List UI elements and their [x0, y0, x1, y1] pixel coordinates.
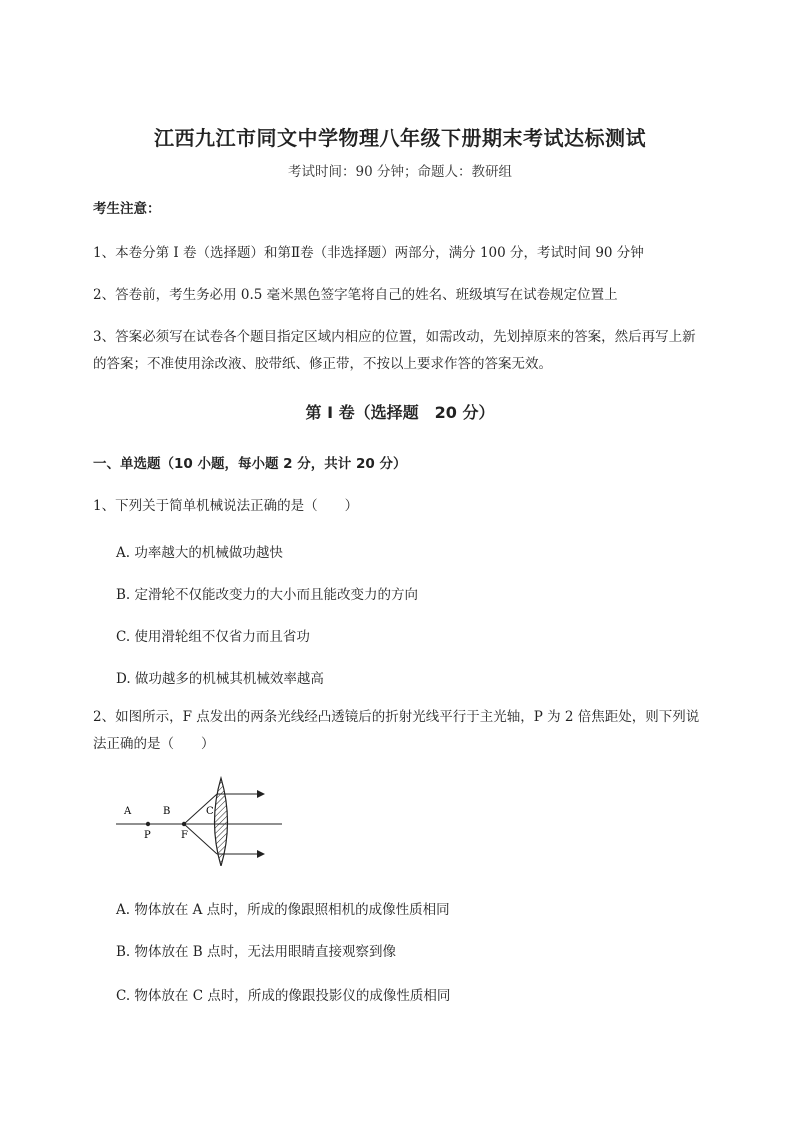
label-b: B [163, 806, 171, 817]
page-title: 江西九江市同文中学物理八年级下册期末考试达标测试 [154, 126, 646, 150]
notice-item-2: 2、答卷前，考生务必用 0.5 毫米黑色签字笔将自己的姓名、班级填写在试卷规定位置上 [93, 287, 618, 303]
question-1-stem: 1、下列关于简单机械说法正确的是（ ） [93, 498, 359, 514]
exam-info: 考试时间：90 分钟；命题人：教研组 [288, 164, 512, 180]
question-2-option-b: B. 物体放在 B 点时，无法用眼睛直接观察到像 [116, 944, 397, 960]
question-2-option-a: A. 物体放在 A 点时，所成的像跟照相机的成像性质相同 [116, 902, 450, 918]
notice-item-3-cont: 的答案；不准使用涂改液、胶带纸、修正带，不按以上要求作答的答案无效。 [93, 356, 552, 372]
question-1-option-b: B. 定滑轮不仅能改变力的大小而且能改变力的方向 [116, 587, 419, 603]
incident-ray-lower [184, 824, 217, 854]
point-p [146, 822, 150, 826]
question-2-stem: 2、如图所示，F 点发出的两条光线经凸透镜后的折射光线平行于主光轴，P 为 2 倍焦距处，则下列说 [93, 709, 700, 725]
question-1-option-c: C. 使用滑轮组不仅省力而且省功 [116, 629, 310, 645]
label-f: F [181, 830, 188, 841]
notice-item-3: 3、答案必须写在试卷各个题目指定区域内相应的位置，如需改动，先划掉原来的答案，然后再写上新 [93, 329, 696, 345]
question-2-stem-cont: 法正确的是（ ） [93, 736, 215, 752]
question-2-option-c: C. 物体放在 C 点时，所成的像跟投影仪的成像性质相同 [116, 988, 451, 1004]
question-1-option-a: A. 功率越大的机械做功越快 [116, 545, 283, 561]
label-a: A [124, 806, 132, 817]
label-p: P [144, 830, 151, 841]
section-title: 第 I 卷（选择题 20 分） [305, 403, 495, 422]
convex-lens-diagram [114, 776, 284, 866]
question-1-option-d: D. 做功越多的机械其机械效率越高 [116, 671, 324, 687]
label-c: C [206, 806, 214, 817]
part-heading: 一、单选题（10 小题，每小题 2 分，共计 20 分） [93, 456, 407, 472]
notice-item-1: 1、本卷分第 I 卷（选择题）和第Ⅱ卷（非选择题）两部分，满分 100 分，考试时间 90 分钟 [93, 245, 644, 261]
notice-heading: 考生注意： [93, 201, 161, 217]
point-f [182, 822, 186, 826]
lens-icon [215, 778, 228, 866]
